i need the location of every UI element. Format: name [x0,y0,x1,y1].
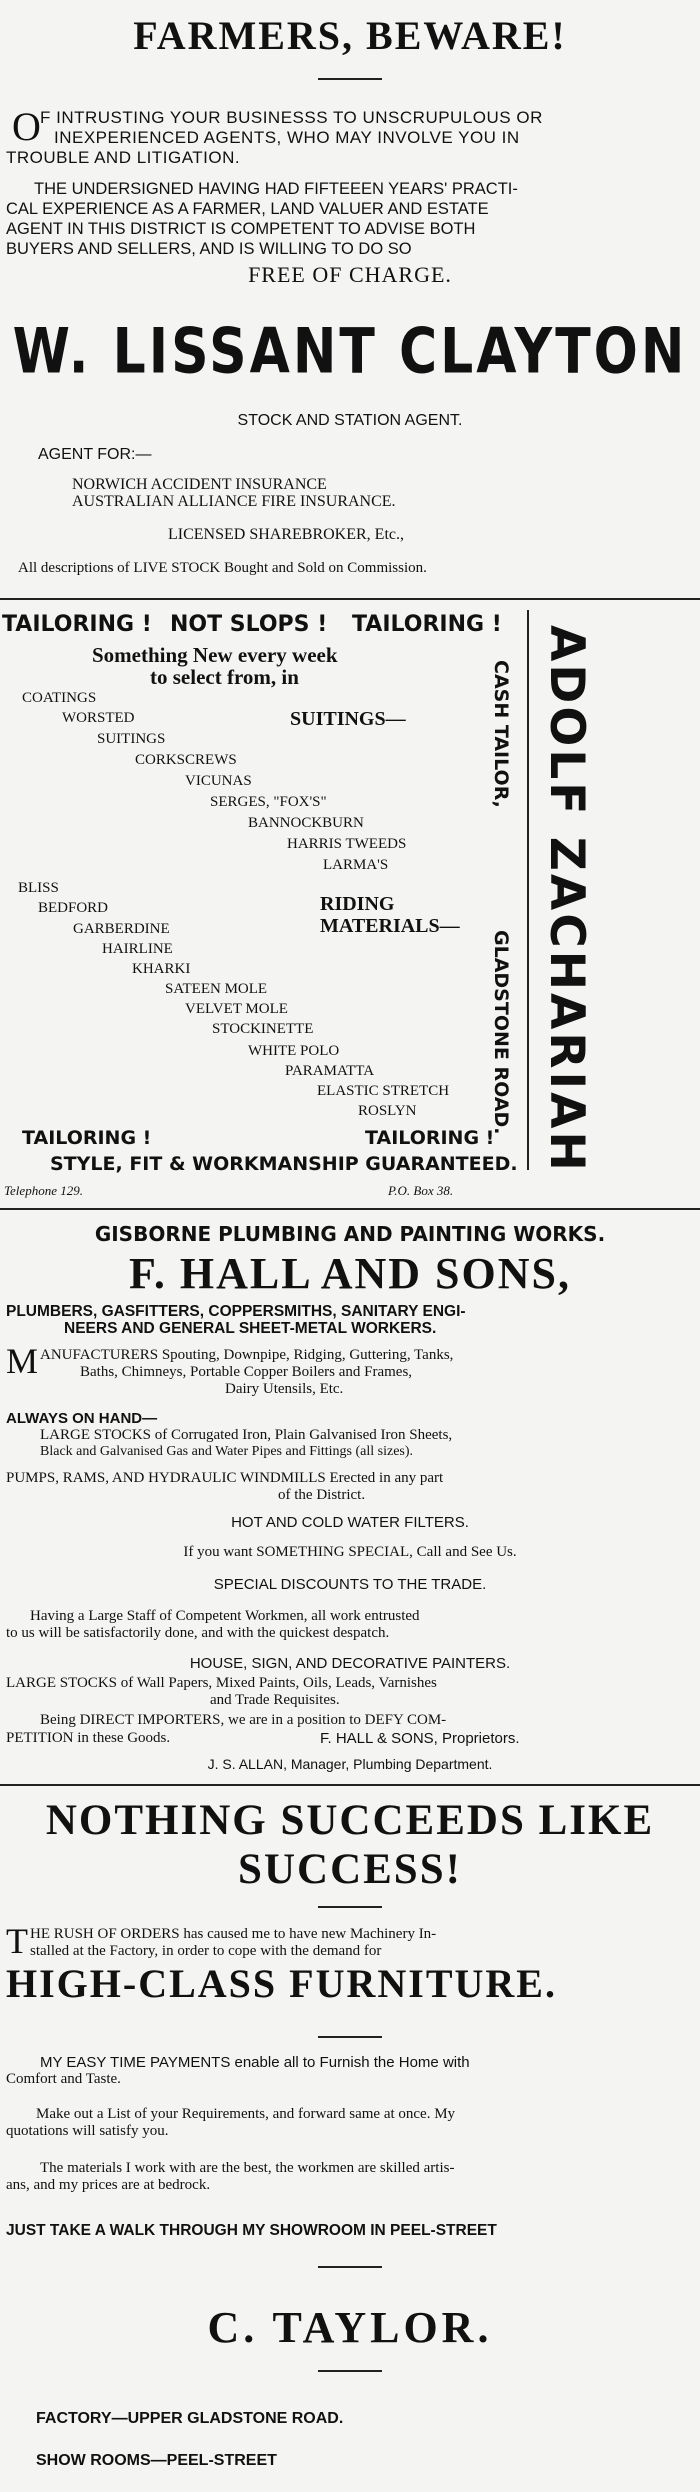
section-divider [0,1784,700,1786]
tailoring-label: TAILORING ! [365,1127,495,1149]
easy-payments-text: MY EASY TIME PAYMENTS enable all to Furnish the Home with [40,2054,470,2071]
section-divider [0,1208,700,1210]
rush-text: HE RUSH OF ORDERS has caused me to have new Machinery In- [30,1926,437,1942]
fabric-item: BANNOCKBURN [248,815,364,831]
divider [318,2370,382,2372]
fabric-item: WORSTED [62,710,135,726]
filters-line: HOT AND COLD WATER FILTERS. [231,1514,469,1531]
fabric-item: GARBERDINE [73,921,170,937]
manufacturers-text: Dairy Utensils, Etc. [225,1381,344,1397]
divider [318,2036,382,2038]
proprietors-line: F. HALL & SONS, Proprietors. [320,1730,520,1747]
fabric-item: LARMA'S [323,857,389,873]
intro-text: to select from, in [150,665,299,689]
staff-text: to us will be satisfactorily done, and with the quickest despatch. [6,1625,390,1641]
materials-text: The materials I work with are the best, the workmen are skilled artis- [40,2160,455,2176]
materials-text: ans, and my prices are at bedrock. [6,2177,211,2193]
works-title: GISBORNE PLUMBING AND PAINTING WORKS. [94,1222,606,1246]
staff-text: Having a Large Staff of Competent Workmen, all work entrusted [30,1608,420,1624]
intro-text: Something New every week [92,643,338,667]
trades-text: NEERS AND GENERAL SHEET-METAL WORKERS. [64,1320,437,1337]
manufacturers-text: Baths, Chimneys, Portable Copper Boilers and Frames, [80,1364,413,1380]
po-box: P.O. Box 38. [388,1183,454,1198]
discounts-line: SPECIAL DISCOUNTS TO THE TRADE. [213,1576,487,1593]
factory-address: FACTORY—UPPER GLADSTONE ROAD. [36,2410,344,2427]
not-slops-label: NOT SLOPS ! [170,612,328,637]
farmers-headline: FARMERS, BEWARE! [133,13,567,58]
warning-text: TROUBLE AND LITIGATION. [6,148,241,167]
fabric-item: ELASTIC STRETCH [317,1083,450,1099]
riding-heading: RIDING [320,893,395,915]
fabric-item: CORKSCREWS [135,752,237,768]
success-headline: NOTHING SUCCEEDS LIKE [45,1797,655,1844]
clayton-title: STOCK AND STATION AGENT. [237,412,463,429]
fabric-item: ROSLYN [358,1103,417,1119]
fabric-item: SERGES, "FOX'S" [210,794,327,810]
divider [318,2266,382,2268]
rush-text: stalled at the Factory, in order to cope with the demand for [30,1943,382,1959]
drop-cap-m: M [6,1341,39,1381]
tailoring-label: TAILORING ! [352,612,502,637]
papers-text: LARGE STOCKS of Wall Papers, Mixed Paints, Oils, Leads, Varnishes [6,1675,437,1691]
free-of-charge: FREE OF CHARGE. [248,262,452,287]
furniture-headline: HIGH-CLASS FURNITURE. [6,1961,557,2006]
agency-line: LICENSED SHAREBROKER, Etc., [168,526,404,543]
fabric-item: STOCKINETTE [212,1021,314,1037]
fabric-item: BEDFORD [38,900,109,916]
agent-for: AGENT FOR:— [38,446,152,463]
stock-text: LARGE STOCKS of Corrugated Iron, Plain Galvanised Iron Sheets, [40,1427,453,1443]
guarantee-line: STYLE, FIT & WORKMANSHIP GUARANTEED. [50,1153,518,1175]
papers-text: and Trade Requisites. [210,1692,340,1708]
trades-text: PLUMBERS, GASFITTERS, COPPERSMITHS, SANITARY ENGI- [6,1303,466,1320]
body-text: AGENT IN THIS DISTRICT IS COMPETENT TO ADVISE BOTH [6,220,476,238]
always-on-hand: ALWAYS ON HAND— [6,1410,158,1427]
success-headline: SUCCESS! [238,1846,462,1893]
warning-text: INEXPERIENCED AGENTS, WHO MAY INVOLVE YOU IN [54,128,520,147]
sidebar-adolf-zachariah: ADOLF ZACHARIAH [539,625,594,1174]
body-text: CAL EXPERIENCE AS A FARMER, LAND VALUER AND ESTATE [6,200,489,218]
manufacturers-text: ANUFACTURERS Spouting, Downpipe, Ridging, Guttering, Tanks, [40,1347,454,1363]
fabric-item: SATEEN MOLE [165,981,268,997]
agency-line: AUSTRALIAN ALLIANCE FIRE INSURANCE. [72,493,396,510]
fabric-item: COATINGS [22,690,97,706]
fabric-item: BLISS [18,880,59,896]
agency-line: NORWICH ACCIDENT INSURANCE [72,476,327,493]
walk-text: JUST TAKE A WALK THROUGH MY SHOWROOM IN PEEL-STREET [6,2222,497,2239]
fabric-item: SUITINGS [97,731,166,747]
telephone: Telephone 129. [4,1183,83,1198]
section-divider [0,598,700,600]
warning-text: F INTRUSTING YOUR BUSINESSS TO UNSCRUPULOUS OR [40,108,543,127]
list-text: Make out a List of your Requirements, and forward same at once. My [36,2106,456,2122]
taylor-name: C. TAYLOR. [207,2303,493,2352]
sidebar-cash-tailor: CASH TAILOR, [490,660,512,808]
fabric-item: VICUNAS [185,773,252,789]
list-text: quotations will satisfy you. [6,2123,169,2139]
manager-line: J. S. ALLAN, Manager, Plumbing Department. [207,1756,493,1772]
showroom-address: SHOW ROOMS—PEEL-STREET [36,2452,277,2469]
fabric-item: HARRIS TWEEDS [287,836,407,852]
fabric-item: KHARKI [132,961,191,977]
importers-text: Being DIRECT IMPORTERS, we are in a position to DEFY COM- [40,1712,447,1728]
tailoring-label: TAILORING ! [22,1127,152,1149]
easy-payments-text: Comfort and Taste. [6,2071,121,2087]
tailoring-label: TAILORING ! [2,612,152,637]
sidebar-rule [527,610,529,1170]
riding-heading: MATERIALS— [320,915,460,937]
livestock-line: All descriptions of LIVE STOCK Bought and Sold on Commission. [18,560,427,576]
body-text: THE UNDERSIGNED HAVING HAD FIFTEEEN YEARS' PRACTI- [34,180,518,198]
hall-sons-name: F. HALL AND SONS, [129,1249,571,1298]
body-text: BUYERS AND SELLERS, AND IS WILLING TO DO SO [6,240,412,258]
stock-text: Black and Galvanised Gas and Water Pipes and Fittings (all sizes). [40,1444,414,1459]
suitings-heading: SUITINGS— [290,708,406,730]
fabric-item: WHITE POLO [248,1043,340,1059]
pumps-text: PUMPS, RAMS, AND HYDRAULIC WINDMILLS Erected in any part [6,1470,444,1486]
sidebar-gladstone-road: GLADSTONE ROAD. [490,930,512,1135]
special-line: If you want SOMETHING SPECIAL, Call and See Us. [183,1544,517,1560]
drop-cap-t: T [6,1921,28,1961]
fabric-item: PARAMATTA [285,1063,375,1079]
fabric-item: HAIRLINE [102,941,173,957]
importers-text: PETITION in these Goods. [6,1730,171,1746]
drop-cap-o: O [12,104,41,149]
clayton-name: W. LISSANT CLAYTON [12,316,688,388]
painters-line: HOUSE, SIGN, AND DECORATIVE PAINTERS. [189,1655,511,1672]
divider [318,1906,382,1908]
fabric-item: VELVET MOLE [185,1001,288,1017]
divider [318,78,382,80]
pumps-text: of the District. [278,1487,366,1503]
